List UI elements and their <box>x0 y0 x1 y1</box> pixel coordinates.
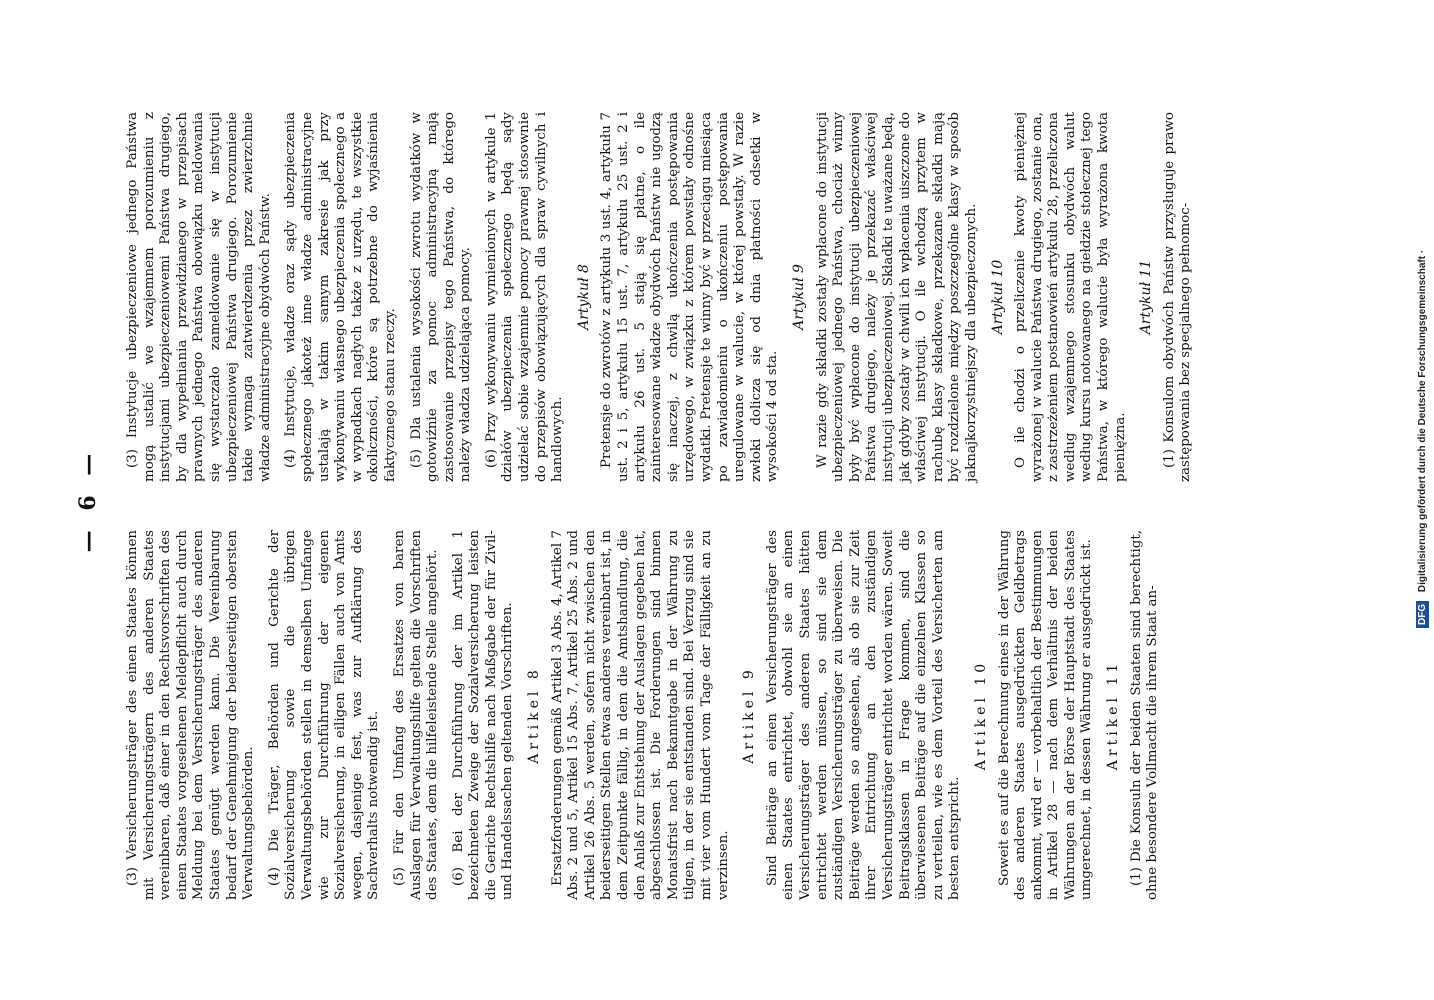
article-heading: Artikel 10 <box>972 659 989 771</box>
article-heading: Artykuł 11 <box>1138 259 1155 335</box>
article-heading: Artykuł 8 <box>575 264 592 330</box>
rotated-page <box>67 90 1367 910</box>
paragraph: Soweit es auf die Berechnung eines in der Währung des anderen Staates ausgedrückten Geldbetrags ankommt, wird er — vorbehaltlich der Bestimmungen in Artikel 28 — nach dem Verhältnis der beiden Währungen an der Börse der Hauptstadt des Staates umgerechnet, in dessen Währung er ausgedrückt ist. <box>996 530 1095 900</box>
paragraph: Sind Beiträge an einen Versicherungsträger des einen Staates entrichtet, obwohl sie an einen Versicherungsträger des anderen Staates hätten entrichtet werden müssen, so sind sie dem zuständigen Versicherungsträger zu überweisen. Die Beiträge werden so angesehen, als ob sie zur Zeit ihrer Entrichtung an den zuständigen Versicherungsträger entrichtet worden wären. Soweit Beitragsklassen in Frage kommen, sind die überwiesenen Beiträge auf die einzelnen Klassen so zu verteilen, wie es dem Vorteil des Versicherten am besten entspricht. <box>764 530 963 900</box>
article-heading: Artikel 8 <box>526 666 543 764</box>
paragraph: (4) Instytucje, władze oraz sądy ubezpieczenia społecznego jakoteż inne władze administracyjne ustalają w takim samym zakresie jak przy wykonywaniu własnego ubezpieczenia społecznego a w wypadkach nagłych także z urzędu, te wszystkie okoliczności, które są potrzebne do wyjaśnienia faktycznego stanu rzeczy. <box>283 112 398 482</box>
paragraph: (3) Versicherungsträger des einen Staates können mit Versicherungsträgern des anderen Staates vereinbaren, daß einer in den Rechtsvorschriften des einen Staates vorgesehenen Meldepflicht auch durch Meldung bei dem Versicherungsträger des anderen Staates genügt werden kann. Die Vereinbarung bedarf der Genehmigung der beiderseitigen obersten Verwaltungsbehörden. <box>125 530 257 900</box>
german-column <box>125 530 1171 900</box>
article-heading: Artykuł 9 <box>790 264 807 330</box>
paragraph: (5) Für den Umfang des Ersatzes von baren Auslagen für Verwaltungshilfe gelten die Vorschriften des Staates, dem die hilfeleistende Stelle angehört. <box>391 530 441 900</box>
paragraph: (3) Instytucje ubezpieczeniowe jednego Państwa mogą ustalić we wzajemnem porozumieniu z instytucjami ubezpieczeniowemi Państwa drugiego, by dla wypełniania przewidzianego w przepisach prawnych jednego Państwa obowiązku meldowania się wystarczało zameldowanie się w instytucji ubezpieczeniowej Państwa drugiego. Porozumienie takie wymaga zatwierdzenia przez zwierzchnie władze administracyjne obydwóch Państw. <box>125 112 273 482</box>
paragraph: (4) Die Träger, Behörden und Gerichte der Sozialversicherung sowie die übrigen Verwaltungsbehörden stellen in demselben Umfange wie zur Durchführung der eigenen Sozialversicherung, in eiligen Fällen auch von Amts wegen, dasjenige fest, was zur Aufklärung des Sachverhalts notwendig ist. <box>266 530 382 900</box>
article-heading: Artykuł 10 <box>989 259 1006 335</box>
article-heading: Artikel 9 <box>741 666 758 764</box>
paragraph: W razie gdy składki zostały wpłacone do instytucji ubezpieczeniowej jednego Państwa, chociaż winny były być wpłacone do instytucji ubezpieczeniowej Państwa drugiego, należy je przekazać właściwej instytucji ubezpieczeniowej. Składki te uważane będą, jak gdyby zostały w chwili ich wpłacenia uiszczone do właściwej instytucji. O ile wchodzą przytem w rachubę klasy składkowe, przekazane składki mają być rozdzielone między poszczególne klasy w sposób jaknajkorzystniejszy dla ubezpieczonych. <box>814 112 979 482</box>
article-heading: Artikel 11 <box>1105 659 1122 771</box>
paragraph: (6) Przy wykonywaniu wymienionych w artykule 1 działów ubezpieczenia społecznego będą sądy udzielać sobie wzajemnie pomocy prawnej stosownie do przepisów obowiązujących dla spraw cywilnych i handlowych. <box>483 112 566 482</box>
page-number: — 6 — <box>75 447 101 553</box>
paragraph: (1) Die Konsuln der beiden Staaten sind berechtigt, ohne besondere Vollmacht die ihrem Staat an- <box>1128 530 1161 900</box>
dfg-credit <box>1416 8 1432 628</box>
dfg-logo: DFG <box>1416 601 1429 628</box>
dfg-credit-text: Digitalisierung gefördert durch die Deutsche Forschungsgemeinschaft · <box>1417 249 1428 593</box>
paragraph: O ile chodzi o przeliczenie kwoty pieniężnej wyrażonej w walucie Państwa drugiego, zostanie ona, z zastrzeżeniem postanowień artykułu 28, przeliczona według wzajemnego stosunku obydwóch walut według kursu notowanego na giełdzie stołecznej tego Państwa, w którego walucie była wyrażona kwota pieniężna. <box>1013 112 1128 482</box>
paragraph: Ersatzforderungen gemäß Artikel 3 Abs. 4, Artikel 7 Abs. 2 und 5, Artikel 15 Abs. 7, Artikel 25 Abs. 2 und Artikel 26 Abs. 5 werden, sofern nicht zwischen den beiderseitigen Stellen etwas anderes vereinbart ist, in dem Zeitpunkte fällig, in dem die Amtshandlung, die den Anlaß zur Entstehung der Auslagen gegeben hat, abgeschlossen ist. Die Forderungen sind binnen Monatsfrist nach Bekanntgabe in der Währung zu tilgen, in der sie entstanden sind. Bei Verzug sind sie mit vier vom Hundert vom Tage der Fälligkeit an zu verzinsen. <box>549 530 731 900</box>
paragraph: (6) Bei der Durchführung der im Artikel 1 bezeichneten Zweige der Sozialversicherung leisten die Gerichte Rechtshilfe nach Maßgabe der für Zivil- und Handelssachen geltenden Vorschriften. <box>450 530 516 900</box>
polish-column <box>125 112 1204 482</box>
paragraph: Pretensje do zwrotów z artykułu 3 ust. 4, artykułu 7 ust. 2 i 5, artykułu 15 ust. 7, artykułu 25 ust. 2 i artykułu 26 ust. 5 stają się płatne, o ile zainteresowane władze obydwóch Państw nie ugodzą się inaczej, z chwilą ukończenia postępowania urzędowego, w związku z którem powstały odnośne wydatki. Pretensje te winny być w przeciągu miesiąca po zawiadomieniu o ukończeniu postępowania uregulowane w walucie, w której powstały. W razie zwłoki dolicza się od dnia płatności odsetki w wysokości 4 od sta. <box>599 112 781 482</box>
paragraph: (1) Konsulom obydwóch Państw przysługuje prawo zastępowania bez specjalnego pełnomoc- <box>1161 112 1194 482</box>
paragraph: (5) Dla ustalenia wysokości zwrotu wydatków w gotowiźnie za pomoc administracyjną mają zastosowanie przepisy tego Państwa, do którego należy władza udzielająca pomocy. <box>408 112 474 482</box>
